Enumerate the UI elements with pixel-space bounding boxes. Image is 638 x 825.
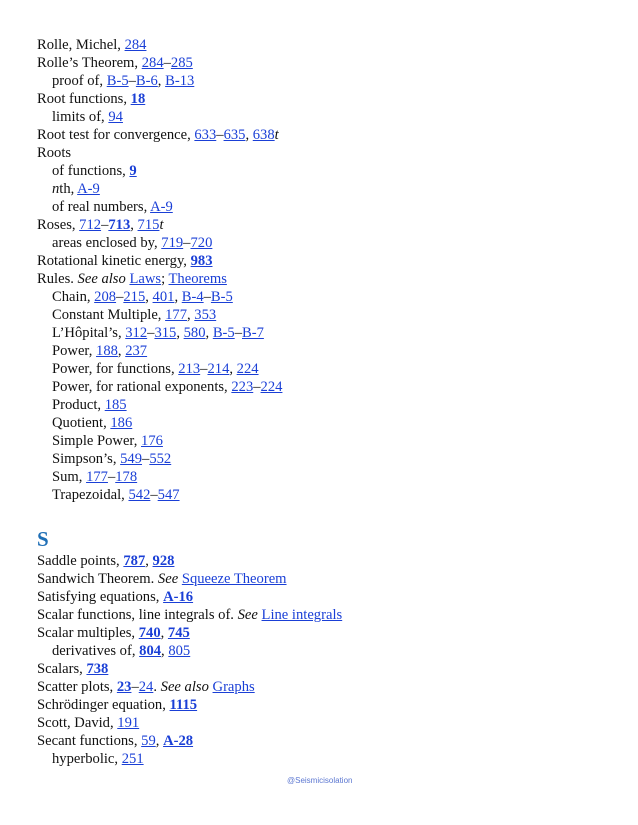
entry-text: ,: [245, 127, 253, 143]
page-reference-link[interactable]: 224: [236, 361, 259, 377]
page-reference-link[interactable]: 745: [167, 625, 190, 641]
entry-text: ,: [176, 325, 184, 341]
index-subentry: [37, 468, 617, 486]
entry-text: –: [142, 451, 150, 467]
entry-text: Schrödinger equation,: [37, 697, 170, 713]
page-reference-link[interactable]: B-7: [242, 325, 264, 341]
entry-text: Sandwich Theorem.: [37, 571, 158, 587]
entry-text: Scott, David,: [37, 715, 118, 731]
entry-text: L’Hôpital’s,: [52, 325, 126, 341]
entry-text: ,: [174, 289, 182, 305]
italic-text: See also: [77, 271, 126, 287]
entry-text: Simpson’s,: [52, 451, 121, 467]
index-subentry: [37, 162, 617, 180]
italic-text: See: [237, 607, 258, 623]
page-reference-link[interactable]: 188: [96, 343, 118, 359]
entry-text: ,: [145, 553, 153, 569]
index-subentry: [37, 72, 617, 90]
italic-text: See also: [160, 679, 209, 695]
entry-text: th,: [59, 181, 78, 197]
page-reference-link[interactable]: 178: [115, 469, 138, 485]
entry-text: Scalar multiples,: [37, 625, 139, 641]
entry-text: –: [150, 487, 158, 503]
page-reference-link[interactable]: 237: [125, 343, 148, 359]
page-reference-link[interactable]: 177: [86, 469, 108, 485]
page-reference-link[interactable]: 18: [130, 91, 146, 107]
page-reference-link[interactable]: Line integrals: [261, 607, 343, 623]
index-list: [37, 36, 617, 768]
entry-text: –: [116, 289, 124, 305]
italic-text: n: [52, 181, 60, 197]
page-reference-link[interactable]: 213: [178, 361, 201, 377]
italic-text: See: [157, 571, 179, 587]
index-entry: [37, 624, 617, 642]
index-entry: [37, 252, 617, 270]
italic-text: t: [159, 217, 164, 233]
page-reference-link[interactable]: Theorems: [168, 271, 227, 287]
page-reference-link[interactable]: 284: [141, 55, 164, 71]
page-reference-link[interactable]: 23: [116, 679, 132, 695]
entry-text: Satisfying equations,: [37, 589, 164, 605]
index-entry: [37, 90, 617, 108]
page-reference-link[interactable]: 1115: [169, 697, 198, 713]
index-subentry: [37, 750, 617, 768]
entry-text: ,: [117, 343, 126, 359]
index-subentry: [37, 324, 617, 342]
italic-text: t: [274, 127, 279, 143]
index-subentry: [37, 288, 617, 306]
page-reference-link[interactable]: 208: [94, 289, 117, 305]
page-reference-link[interactable]: B-4: [181, 289, 204, 305]
index-subentry: [37, 342, 617, 360]
index-subentry: [37, 414, 617, 432]
index-subentry: [37, 486, 617, 504]
index-entry: [37, 552, 617, 570]
page-reference-link[interactable]: 635: [223, 127, 246, 143]
page-reference-link[interactable]: 215: [123, 289, 146, 305]
page-reference-link[interactable]: 284: [124, 37, 147, 53]
entry-text: Sum,: [52, 469, 87, 485]
page-reference-link[interactable]: 9: [129, 163, 137, 179]
index-entry: [37, 678, 617, 696]
page-reference-link[interactable]: 312: [125, 325, 148, 341]
page-reference-link[interactable]: 94: [108, 109, 123, 125]
page-reference-link[interactable]: 401: [152, 289, 175, 305]
page-reference-link[interactable]: 176: [141, 433, 163, 449]
page-reference-link[interactable]: 805: [168, 643, 191, 659]
page-reference-link[interactable]: Laws: [129, 271, 162, 287]
index-entry: [37, 144, 617, 162]
page-reference-link[interactable]: 24: [138, 679, 154, 695]
entry-text: of real numbers,: [52, 199, 151, 215]
index-subentry: [37, 360, 617, 378]
entry-text: Secant functions,: [37, 733, 142, 749]
index-entry: [37, 570, 617, 588]
entry-text: ,: [155, 733, 164, 749]
entry-text: –: [147, 325, 155, 341]
page-reference-link[interactable]: 186: [110, 415, 133, 431]
entry-text: –: [107, 469, 116, 485]
index-subentry: [37, 642, 617, 660]
page-reference-link[interactable]: 712: [79, 217, 102, 233]
entry-text: ,: [205, 325, 213, 341]
entry-text: Root functions,: [37, 91, 131, 107]
entry-text: Power,: [52, 343, 97, 359]
entry-text: Rules.: [37, 271, 78, 287]
entry-text: Quotient,: [52, 415, 111, 431]
page-reference-link[interactable]: Squeeze Theorem: [181, 571, 287, 587]
page-reference-link[interactable]: 740: [138, 625, 161, 641]
entry-text: Rolle, Michel,: [37, 37, 125, 53]
page-reference-link[interactable]: 185: [104, 397, 127, 413]
entry-text: –: [131, 679, 139, 695]
index-entry: [37, 714, 617, 732]
entry-text: ;: [161, 271, 169, 287]
entry-text: Roses,: [37, 217, 80, 233]
page-reference-link[interactable]: 928: [152, 553, 175, 569]
entry-text: Power, for rational exponents,: [52, 379, 232, 395]
page-reference-link[interactable]: 804: [139, 643, 162, 659]
index-subentry: [37, 108, 617, 126]
page-reference-link[interactable]: B-5: [210, 289, 233, 305]
entry-text: ,: [160, 625, 168, 641]
entry-text: Scalar functions, line integrals of.: [37, 607, 238, 623]
page-reference-link[interactable]: 177: [165, 307, 187, 323]
page-reference-link[interactable]: 549: [120, 451, 143, 467]
page-reference-link[interactable]: 638: [252, 127, 275, 143]
index-subentry: [37, 234, 617, 252]
entry-text: Rotational kinetic energy,: [37, 253, 191, 269]
entry-text: –: [183, 235, 191, 251]
entry-text: –: [234, 325, 242, 341]
entry-text: –: [216, 127, 224, 143]
index-entry: [37, 660, 617, 678]
index-entry: [37, 270, 617, 288]
index-entry: [37, 54, 617, 72]
page-reference-link[interactable]: A-16: [163, 589, 194, 605]
index-entry: [37, 696, 617, 714]
page-reference-link[interactable]: 713: [108, 217, 131, 233]
entry-text: of functions,: [52, 163, 130, 179]
index-entry: [37, 588, 617, 606]
page-reference-link[interactable]: B-5: [106, 73, 129, 89]
page-reference-link[interactable]: 214: [207, 361, 230, 377]
page-reference-link[interactable]: 59: [141, 733, 156, 749]
watermark-text: @Seismicisolation: [287, 776, 353, 785]
entry-text: derivatives of,: [52, 643, 140, 659]
page-reference-link[interactable]: 719: [161, 235, 184, 251]
entry-text: ,: [130, 217, 138, 233]
page-reference-link[interactable]: 787: [123, 553, 146, 569]
index-entry: [37, 216, 617, 234]
page-reference-link[interactable]: 738: [86, 661, 109, 677]
index-entry: [37, 606, 617, 624]
entry-text: Power, for functions,: [52, 361, 179, 377]
entry-text: Root test for convergence,: [37, 127, 195, 143]
entry-text: Simple Power,: [52, 433, 142, 449]
page-reference-link[interactable]: 633: [194, 127, 217, 143]
page-reference-link[interactable]: Graphs: [212, 679, 255, 695]
index-subentry: [37, 396, 617, 414]
index-subentry: [37, 180, 617, 198]
page-reference-link[interactable]: B-5: [212, 325, 235, 341]
index-subentry: [37, 450, 617, 468]
entry-text: –: [101, 217, 109, 233]
page-reference-link[interactable]: 542: [128, 487, 151, 503]
entry-text: Chain,: [52, 289, 95, 305]
entry-text: ,: [145, 289, 153, 305]
entry-text: Rolle’s Theorem,: [37, 55, 142, 71]
section-letter-heading: S: [37, 527, 49, 551]
entry-text: proof of,: [52, 73, 107, 89]
page-reference-link[interactable]: B-13: [165, 73, 195, 89]
entry-text: ,: [187, 307, 195, 323]
entry-text: hyperbolic,: [52, 751, 122, 767]
index-entry: [37, 36, 617, 54]
index-subentry: [37, 306, 617, 324]
page-reference-link[interactable]: 983: [190, 253, 213, 269]
entry-text: –: [200, 361, 208, 377]
entry-text: .: [153, 679, 161, 695]
entry-text: Scalars,: [37, 661, 87, 677]
page-reference-link[interactable]: 720: [190, 235, 213, 251]
index-entry: [37, 126, 617, 144]
entry-text: –: [203, 289, 211, 305]
entry-text: Product,: [52, 397, 105, 413]
entry-text: ,: [157, 73, 166, 89]
index-subentry: [37, 378, 617, 396]
page-reference-link[interactable]: 285: [170, 55, 193, 71]
index-entry: [37, 732, 617, 750]
entry-text: –: [163, 55, 171, 71]
entry-text: Constant Multiple,: [52, 307, 166, 323]
page-reference-link[interactable]: B-6: [135, 73, 158, 89]
page-reference-link[interactable]: 224: [260, 379, 283, 395]
entry-text: limits of,: [52, 109, 109, 125]
entry-text: Scatter plots,: [37, 679, 117, 695]
entry-text: Roots: [37, 145, 72, 161]
entry-text: ,: [229, 361, 237, 377]
page-reference-link[interactable]: 547: [157, 487, 180, 503]
page-reference-link[interactable]: 223: [231, 379, 254, 395]
page-reference-link[interactable]: 191: [117, 715, 140, 731]
entry-text: Trapezoidal,: [52, 487, 129, 503]
index-subentry: [37, 432, 617, 450]
page-reference-link[interactable]: 580: [183, 325, 206, 341]
page-reference-link[interactable]: A-28: [163, 733, 194, 749]
index-subentry: [37, 198, 617, 216]
page-reference-link[interactable]: 315: [154, 325, 177, 341]
page-reference-link[interactable]: A-9: [150, 199, 173, 215]
page-reference-link[interactable]: 251: [121, 751, 144, 767]
page-reference-link[interactable]: A-9: [77, 181, 100, 197]
entry-text: Saddle points,: [37, 553, 124, 569]
page-reference-link[interactable]: 715: [137, 217, 160, 233]
entry-text: –: [253, 379, 261, 395]
entry-text: areas enclosed by,: [52, 235, 162, 251]
page-reference-link[interactable]: 353: [194, 307, 217, 323]
entry-text: ,: [161, 643, 169, 659]
entry-text: –: [128, 73, 136, 89]
page-reference-link[interactable]: 552: [149, 451, 172, 467]
